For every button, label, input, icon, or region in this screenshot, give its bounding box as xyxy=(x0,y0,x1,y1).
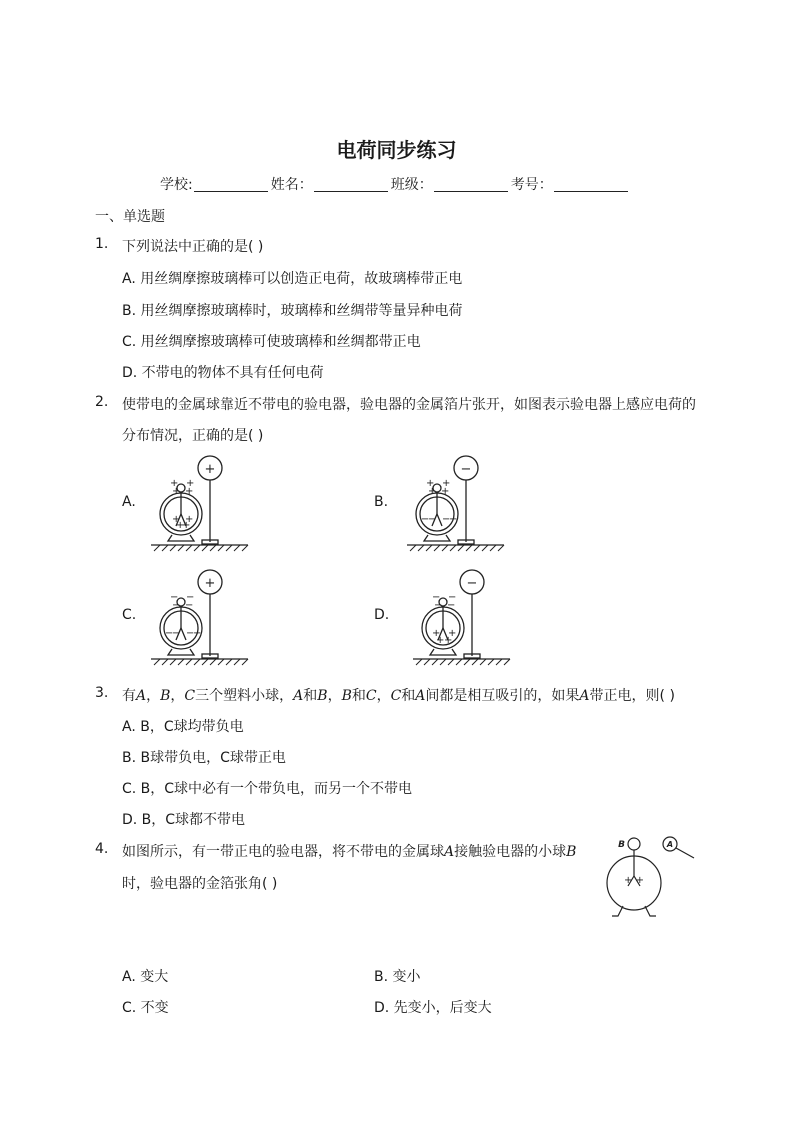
name-blank[interactable] xyxy=(314,177,388,192)
q2-option-c-label[interactable]: C. xyxy=(122,607,137,623)
class-blank[interactable] xyxy=(434,177,508,192)
school-blank[interactable] xyxy=(194,177,268,192)
electroscope-figure-a[interactable] xyxy=(148,452,268,552)
svg-text:−: − xyxy=(170,592,179,603)
electroscope-figure-b[interactable] xyxy=(404,452,524,552)
school-label: 学校: xyxy=(160,177,193,193)
svg-text:+: + xyxy=(176,520,185,531)
student-info-row xyxy=(160,174,631,194)
electroscope-figure-c[interactable] xyxy=(148,566,268,666)
svg-text:−: − xyxy=(165,628,174,639)
svg-text:−: − xyxy=(448,592,457,603)
svg-text:+: + xyxy=(172,486,181,497)
q2-option-d-label[interactable]: D. xyxy=(374,607,390,623)
page-title: 电荷同步练习 xyxy=(336,138,457,162)
svg-text:+: + xyxy=(428,486,437,497)
q3-option-c[interactable]: C. B，C球中必有一个带负电，而另一个不带电 xyxy=(122,781,413,797)
q2-stem-line1: 使带电的金属球靠近不带电的验电器，验电器的金属箔片张开，如图表示验电器上感应电荷的 xyxy=(122,397,696,413)
svg-text:+: + xyxy=(186,478,195,489)
q4-option-b[interactable]: B. 变小 xyxy=(374,969,421,985)
svg-text:−: − xyxy=(186,628,195,639)
q4-option-d[interactable]: D. 先变小，后变大 xyxy=(374,1000,492,1016)
exam-number-label: 考号： xyxy=(510,177,553,193)
section-heading: 一、单选题 xyxy=(95,209,165,225)
svg-text:+: + xyxy=(444,635,453,646)
class-label: 班级： xyxy=(390,177,433,193)
q4-number: 4. xyxy=(95,841,109,857)
q4-leaf-signs: + + xyxy=(624,875,644,886)
q2-stem-line2: 分布情况，正确的是( ) xyxy=(122,428,264,444)
svg-text:+: + xyxy=(448,628,457,639)
svg-text:−: − xyxy=(442,514,451,525)
svg-text:−: − xyxy=(432,592,441,603)
q4-option-a[interactable]: A. 变大 xyxy=(122,969,169,985)
svg-text:+: + xyxy=(185,486,194,497)
svg-text:+: + xyxy=(182,520,191,531)
q1-option-d[interactable]: D. 不带电的物体不具有任何电荷 xyxy=(122,365,324,381)
svg-text:−: − xyxy=(172,628,181,639)
name-label: 姓名： xyxy=(270,177,313,193)
q3-stem: 有A，B，C三个塑料小球，A和B，B和C，C和A间都是相互吸引的，如果A带正电，则( ) xyxy=(122,688,675,704)
svg-text:−: − xyxy=(193,628,202,639)
svg-text:−: − xyxy=(185,600,194,611)
figure-c-ball-sign: + xyxy=(204,576,216,591)
q2-option-a-label[interactable]: A. xyxy=(122,494,136,510)
svg-text:−: − xyxy=(447,600,456,611)
figure-a-ball-sign: + xyxy=(204,462,216,477)
q3-option-a[interactable]: A. B，C球均带负电 xyxy=(122,719,244,735)
q4-stem-line1: 如图所示，有一带正电的验电器，将不带电的金属球A接触验电器的小球B xyxy=(122,844,577,860)
electroscope-figure-d[interactable] xyxy=(410,566,530,666)
q2-number: 2. xyxy=(95,394,109,410)
svg-text:−: − xyxy=(186,592,195,603)
q4-label-a: A xyxy=(666,840,674,849)
q4-electroscope-figure xyxy=(596,832,700,922)
figure-b-ball-sign: − xyxy=(460,462,472,477)
svg-text:+: + xyxy=(172,514,181,525)
q1-option-b[interactable]: B. 用丝绸摩擦玻璃棒时，玻璃棒和丝绸带等量异种电荷 xyxy=(122,303,463,319)
svg-text:+: + xyxy=(185,514,194,525)
exam-number-blank[interactable] xyxy=(554,177,628,192)
svg-text:−: − xyxy=(434,600,443,611)
svg-text:+: + xyxy=(432,628,441,639)
q1-option-a[interactable]: A. 用丝绸摩擦玻璃棒可以创造正电荷，故玻璃棒带正电 xyxy=(122,271,463,287)
q4-option-c[interactable]: C. 不变 xyxy=(122,1000,169,1016)
svg-text:−: − xyxy=(421,514,430,525)
svg-text:−: − xyxy=(449,514,458,525)
svg-text:+: + xyxy=(441,486,450,497)
q4-label-b: B xyxy=(618,840,625,850)
q3-option-b[interactable]: B. B球带负电，C球带正电 xyxy=(122,750,286,766)
svg-text:−: − xyxy=(428,514,437,525)
figure-d-ball-sign: − xyxy=(466,576,478,591)
svg-text:+: + xyxy=(442,478,451,489)
svg-text:+: + xyxy=(170,478,179,489)
q1-option-c[interactable]: C. 用丝绸摩擦玻璃棒可使玻璃棒和丝绸都带正电 xyxy=(122,334,421,350)
q3-number: 3. xyxy=(95,685,109,701)
svg-text:−: − xyxy=(172,600,181,611)
q3-option-d[interactable]: D. B，C球都不带电 xyxy=(122,812,246,828)
svg-text:+: + xyxy=(436,635,445,646)
q4-stem-line2: 时，验电器的金箔张角( ) xyxy=(122,876,278,892)
q1-stem: 下列说法中正确的是( ) xyxy=(122,239,264,255)
svg-text:+: + xyxy=(426,478,435,489)
q1-number: 1. xyxy=(95,236,109,252)
q2-option-b-label[interactable]: B. xyxy=(374,494,389,510)
